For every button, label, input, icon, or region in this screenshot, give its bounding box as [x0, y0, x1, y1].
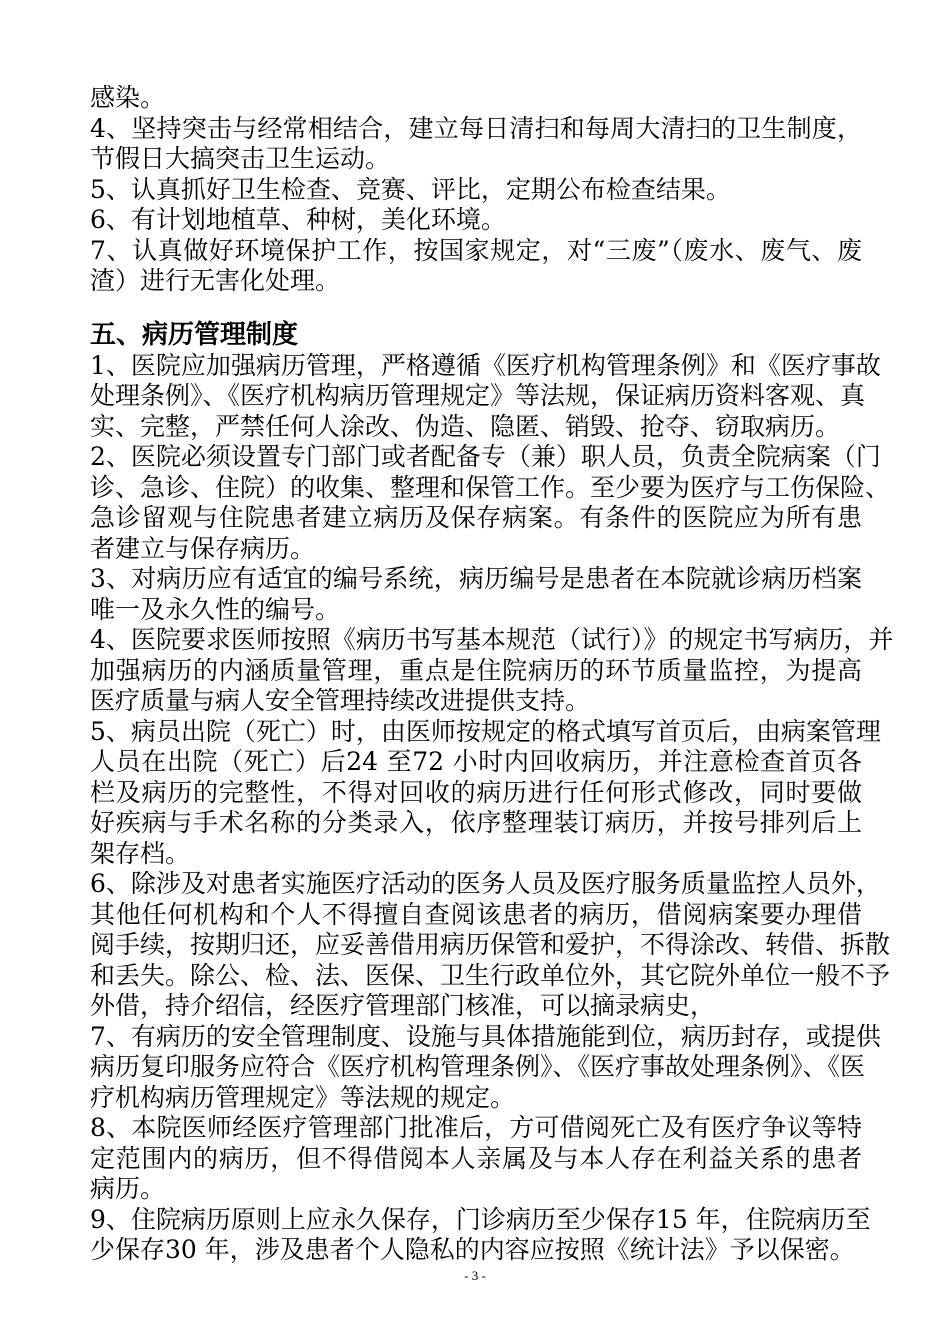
- paragraph-line: 定范围内的病历，但不得借阅本人亲属及与本人存在利益关系的患者: [90, 1143, 862, 1173]
- paragraph: [90, 442, 891, 564]
- page-number: - 3 -: [464, 1268, 486, 1283]
- paragraph: [90, 114, 862, 175]
- paragraph-line: 2、医院必须设置专门部门或者配备专（兼）职人员，负责全院病案（门: [90, 442, 881, 471]
- section-body: [90, 350, 894, 1266]
- paragraph-line: 阅手续，按期归还，应妥善借用病历保管和爱护，不得涂改、转借、拆散: [90, 930, 891, 959]
- paragraph: [90, 1021, 881, 1114]
- paragraph-line: 5、病员出院（死亡）时，由医师按规定的格式填写首页后，由病案管理: [90, 716, 881, 746]
- paragraph-line: 急诊留观与住院患者建立病历及保存病案。有条件的医院应为所有患: [90, 503, 862, 532]
- paragraph-line: 9、住院病历原则上应永久保存，门诊病历至少保存15 年，住院病历至: [90, 1204, 871, 1234]
- paragraph: [90, 564, 862, 625]
- paragraph-line: 栏及病历的完整性，不得对回收的病历进行任何形式修改，同时要做: [90, 777, 862, 807]
- paragraph: [90, 716, 881, 870]
- paragraph-line: 者建立与保存病历。: [90, 533, 316, 563]
- page-content: [90, 83, 894, 1266]
- paragraph-line: 加强病历的内涵质量管理，重点是住院病历的环节质量监控，为提高: [90, 655, 862, 685]
- paragraph: [90, 869, 891, 1022]
- paragraph-line: 7、认真做好环境保护工作，按国家规定，对“三废”（废水、废气、废: [90, 235, 862, 265]
- top-section: [90, 83, 862, 297]
- paragraph-line: 病历复印服务应符合《医疗机构管理条例》、《医疗事故处理条例》、《医: [90, 1052, 866, 1081]
- paragraph-line: 4、医院要求医师按照《病历书写基本规范（试行）》的规定书写病历，并: [90, 625, 894, 654]
- paragraph: [90, 1204, 871, 1266]
- paragraph-line: 实、完整，严禁任何人涂改、伪造、隐匿、销毁、抢夺、窃取病历。: [90, 411, 841, 441]
- paragraph: [90, 205, 862, 236]
- section-title: 五、病历管理制度: [90, 319, 299, 350]
- paragraph-line: 8、本院医师经医疗管理部门批准后，方可借阅死亡及有医疗争议等特: [90, 1113, 862, 1142]
- paragraph-line: 少保存30 年，涉及患者个人隐私的内容应按照《统计法》予以保密。: [90, 1235, 855, 1264]
- paragraph-line: 渣）进行无害化处理。: [90, 266, 341, 295]
- paragraph-line: 6、除涉及对患者实施医疗活动的医务人员及医疗服务质量监控人员外，: [90, 869, 881, 898]
- paragraph-line: 4、坚持突击与经常相结合，建立每日清扫和每周大清扫的卫生制度，: [90, 113, 862, 143]
- paragraph-line: 和丢失。除公、检、法、医保、卫生行政单位外，其它院外单位一般不予: [90, 960, 891, 990]
- paragraph-line: 7、有病历的安全管理制度、设施与具体措施能到位，病历封存，或提供: [90, 1021, 881, 1051]
- paragraph-line: 唯一及永久性的编号。: [90, 594, 341, 624]
- paragraph-line: 医疗质量与病人安全管理持续改进提供支持。: [90, 686, 591, 715]
- paragraph: [90, 83, 862, 114]
- paragraph-line: 3、对病历应有适宜的编号系统，病历编号是患者在本院就诊病历档案: [90, 564, 862, 593]
- paragraph: [90, 350, 881, 443]
- paragraph-line: 5、认真抓好卫生检查、竞赛、评比，定期公布检查结果。: [90, 174, 731, 204]
- paragraph-line: 感染。: [90, 83, 166, 112]
- paragraph-line: 1、医院应加强病历管理，严格遵循《医疗机构管理条例》和《医疗事故: [90, 350, 881, 380]
- paragraph-line: 处理条例》、《医疗机构病历管理规定》等法规，保证病历资料客观、真: [90, 381, 866, 410]
- paragraph-line: 架存档。: [90, 838, 191, 868]
- paragraph-line: 外借，持介绍信，经医疗管理部门核准，可以摘录病史，: [90, 991, 716, 1020]
- paragraph: [90, 1113, 862, 1205]
- paragraph-line: 诊、急诊、住院）的收集、整理和保管工作。至少要为医疗与工伤保险、: [90, 472, 891, 502]
- paragraph-line: 病历。: [90, 1174, 166, 1203]
- paragraph: [90, 175, 862, 206]
- paragraph-line: 6、有计划地植草、种树，美化环境。: [90, 205, 506, 234]
- paragraph-line: 好疾病与手术名称的分类录入，依序整理装订病历，并按号排列后上: [90, 808, 862, 837]
- paragraph-line: 其他任何机构和个人不得擅自查阅该患者的病历，借阅病案要办理借: [90, 899, 862, 929]
- paragraph: [90, 236, 862, 297]
- paragraph: [90, 625, 894, 717]
- paragraph-line: 疗机构病历管理规定》等法规的规定。: [90, 1082, 516, 1112]
- paragraph-line: 人员在出院（死亡）后24 至72 小时内回收病历，并注意检查首页各: [90, 747, 862, 776]
- paragraph-line: 节假日大搞突击卫生运动。: [90, 144, 391, 173]
